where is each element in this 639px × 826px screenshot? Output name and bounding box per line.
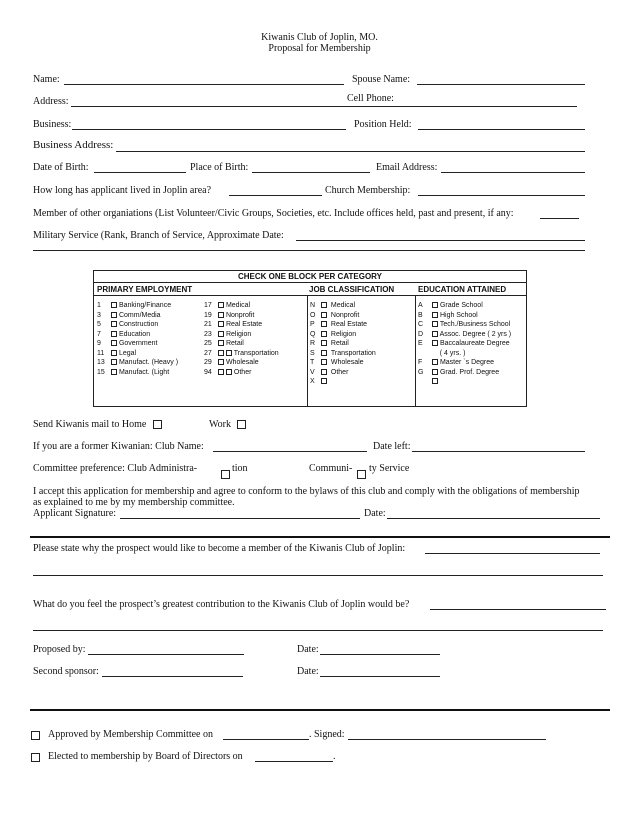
elected-date-field[interactable]: [255, 761, 333, 762]
job-option[interactable]: Q Religion: [310, 330, 357, 338]
position-label: Position Held:: [354, 119, 412, 130]
dob-field[interactable]: [94, 172, 186, 173]
job-option[interactable]: P Real Estate: [310, 321, 368, 328]
mail-label: Send Kiwanis mail to Home: [33, 419, 147, 430]
checkbox-icon: [321, 340, 327, 346]
education-option[interactable]: C Tech./Business School: [418, 321, 511, 328]
checkbox-icon: [218, 321, 224, 327]
applicant-signature-label: Applicant Signature:: [33, 508, 117, 519]
checkbox-icon: [432, 359, 438, 365]
primary-option[interactable]: 25 Retail: [204, 340, 244, 347]
job-option[interactable]: R Retail: [310, 340, 349, 347]
email-field[interactable]: [441, 172, 585, 173]
table-column-divider: [415, 296, 416, 406]
primary-option[interactable]: 29 Wholesale: [204, 359, 259, 366]
proposed-date-label: Date:: [297, 644, 319, 655]
checkbox-icon: [321, 359, 327, 365]
checkbox-icon: [111, 321, 117, 327]
primary-option[interactable]: 15 Manufact. (Light: [97, 368, 170, 376]
education-option[interactable]: [418, 377, 511, 387]
signature-date-label: Date:: [364, 508, 386, 519]
contribution-answer-line-2[interactable]: [33, 630, 603, 631]
job-option[interactable]: X: [310, 377, 376, 387]
education-option[interactable]: F Master `s Degree: [418, 359, 495, 366]
job-option[interactable]: V Other: [310, 368, 349, 376]
contribution-answer-field[interactable]: [430, 609, 606, 610]
checkbox-icon: [432, 302, 438, 308]
table-column-divider: [307, 296, 308, 406]
checkbox-icon: [321, 369, 327, 375]
committee-tion: tion: [232, 463, 248, 474]
date-left-field[interactable]: [412, 451, 585, 452]
primary-option[interactable]: 3 Comm/Media: [97, 311, 161, 319]
job-classification-list: [310, 301, 376, 387]
education-option[interactable]: A Grade School: [418, 302, 483, 309]
business-field[interactable]: [72, 129, 346, 130]
address-field[interactable]: [71, 106, 577, 107]
job-option[interactable]: O Nonprofit: [310, 311, 360, 319]
proposed-by-field[interactable]: [88, 654, 244, 655]
primary-option[interactable]: 17 Medical: [204, 302, 251, 309]
military-field[interactable]: [296, 240, 585, 241]
second-date-label: Date:: [297, 666, 319, 677]
job-option[interactable]: S Transportation: [310, 349, 376, 357]
education-option[interactable]: E Baccalaureate Degree: [418, 340, 510, 347]
elected-end: .: [333, 751, 336, 762]
checkbox-icon: [218, 369, 224, 375]
job-option[interactable]: N Medical: [310, 302, 356, 309]
name-field[interactable]: [64, 84, 344, 85]
section-divider: [30, 709, 610, 711]
checkbox-icon: [432, 369, 438, 375]
checkbox-icon: [218, 350, 224, 356]
checkbox-icon: [432, 378, 438, 384]
proposed-by-label: Proposed by:: [33, 644, 86, 655]
primary-employment-list-b: [204, 301, 279, 377]
table-title: CHECK ONE BLOCK PER CATEGORY: [237, 272, 382, 281]
date-left-label: Date left:: [373, 441, 411, 452]
checkbox-icon: [218, 340, 224, 346]
checkbox-icon: [432, 321, 438, 327]
committee-label: Committee preference: Club Administra-: [33, 463, 198, 474]
primary-option[interactable]: 21 Real Estate: [204, 321, 263, 328]
business-label: Business:: [33, 119, 72, 130]
checkbox-icon: [432, 312, 438, 318]
name-label: Name:: [33, 74, 60, 85]
why-answer-line-2[interactable]: [33, 575, 603, 576]
education-option[interactable]: G Grad. Prof. Degree: [418, 368, 500, 376]
approved-label: Approved by Membership Committee on: [48, 729, 213, 740]
checkbox-icon: [218, 359, 224, 365]
checkbox-icon: [226, 369, 232, 375]
checkbox-icon: [218, 331, 224, 337]
second-sponsor-label: Second sponsor:: [33, 666, 99, 677]
approved-date-field[interactable]: [223, 739, 309, 740]
why-question: Please state why the prospect would like to become a member of the Kiwanis Club of Joplin:: [33, 543, 406, 554]
form-org-title: Kiwanis Club of Joplin, MO.: [261, 32, 378, 43]
mail-preference: [33, 419, 162, 430]
table-header-divider: [94, 295, 526, 296]
position-field[interactable]: [418, 129, 585, 130]
community-label: Communi-: [309, 463, 353, 474]
other-orgs-field[interactable]: [540, 218, 579, 219]
category-check-table: [93, 270, 527, 407]
church-label: Church Membership:: [325, 185, 411, 196]
cell-phone-label: Cell Phone:: [347, 93, 394, 104]
spouse-field[interactable]: [417, 84, 585, 85]
proposed-date-field[interactable]: [320, 654, 440, 655]
elected-label: Elected to membership by Board of Directors on: [48, 751, 243, 762]
checkbox-icon: [111, 359, 117, 365]
former-kiwanian-label: If you are a former Kiwanian: Club Name:: [33, 441, 204, 452]
checkbox-icon: [321, 302, 327, 308]
job-classification-heading: JOB CLASSIFICATION: [309, 285, 395, 294]
second-sponsor-field[interactable]: [102, 676, 243, 677]
checkbox-icon: [111, 350, 117, 356]
work-checkbox[interactable]: [237, 420, 246, 429]
work-preference: [209, 419, 246, 430]
dob-label: Date of Birth:: [33, 162, 89, 173]
checkbox-icon: [432, 331, 438, 337]
approved-checkbox[interactable]: [31, 731, 40, 740]
home-checkbox[interactable]: [153, 420, 162, 429]
checkbox-icon: [111, 312, 117, 318]
address-label: Address:: [33, 96, 69, 107]
primary-option[interactable]: 9 Government: [97, 340, 158, 347]
education-option[interactable]: B High School: [418, 311, 478, 319]
business-address-label: Business Address:: [33, 139, 114, 151]
primary-option[interactable]: 23 Religion: [204, 330, 252, 338]
education-attained-heading: EDUCATION ATTAINED: [418, 285, 507, 294]
table-divider: [94, 282, 526, 283]
primary-option[interactable]: 11 Legal: [97, 349, 137, 357]
primary-employment-heading: PRIMARY EMPLOYMENT: [97, 285, 193, 294]
checkbox-icon: [111, 340, 117, 346]
contribution-question: What do you feel the prospect’s greatest contribution to the Kiwanis Club of Joplin would be?: [33, 599, 410, 610]
military-field-line-2[interactable]: [33, 250, 585, 251]
spouse-label: Spouse Name:: [352, 74, 411, 85]
section-divider: [30, 536, 610, 538]
primary-option[interactable]: 5 Construction: [97, 321, 159, 328]
club-admin-checkbox[interactable]: [221, 470, 230, 479]
primary-option[interactable]: 27 Transportation: [204, 349, 279, 357]
why-answer-field[interactable]: [425, 553, 600, 554]
primary-option[interactable]: 19 Nonprofit: [204, 311, 255, 319]
second-date-field[interactable]: [320, 676, 440, 677]
joplin-time-label: How long has applicant lived in Joplin area?: [33, 185, 212, 196]
military-label: Military Service (Rank, Branch of Service, Approximate Date:: [33, 230, 284, 241]
checkbox-icon: [321, 331, 327, 337]
signature-date-field[interactable]: [387, 518, 600, 519]
elected-checkbox[interactable]: [31, 753, 40, 762]
checkbox-icon: [111, 302, 117, 308]
applicant-signature-field[interactable]: [120, 518, 360, 519]
primary-option[interactable]: 7 Education: [97, 330, 151, 338]
job-option[interactable]: T Wholesale: [310, 359, 364, 366]
checkbox-icon: [226, 350, 232, 356]
primary-option[interactable]: 13 Manufact. (Heavy ): [97, 359, 179, 366]
checkbox-icon: [321, 312, 327, 318]
former-club-field[interactable]: [213, 451, 367, 452]
checkbox-icon: [111, 369, 117, 375]
community-service-checkbox[interactable]: [357, 470, 366, 479]
church-field[interactable]: [418, 195, 585, 196]
acceptance-line-2: as explained to me by my membership committee.: [33, 497, 235, 508]
other-orgs-label: Member of other organiations (List Volunteer/Civic Groups, Societies, etc. Include offices held, past and present, if any:: [33, 208, 514, 219]
primary-employment-list-a: [97, 301, 178, 377]
pob-field[interactable]: [252, 172, 370, 173]
checkbox-icon: [321, 321, 327, 327]
checkbox-icon: [218, 312, 224, 318]
email-label: Email Address:: [376, 162, 438, 173]
joplin-time-field[interactable]: [229, 195, 322, 196]
checkbox-icon: [218, 302, 224, 308]
signed-label: . Signed:: [309, 729, 345, 740]
education-note: ( 4 yrs. ): [439, 349, 466, 357]
primary-option[interactable]: 1 Banking/Finance: [97, 302, 172, 309]
primary-option[interactable]: 94 Other: [204, 368, 252, 376]
checkbox-icon: [432, 340, 438, 346]
checkbox-icon: [111, 331, 117, 337]
pob-label: Place of Birth:: [190, 162, 249, 173]
business-address-field[interactable]: [116, 151, 585, 152]
work-label: Work: [209, 419, 231, 430]
checkbox-icon: [321, 378, 327, 384]
acceptance-line-1: I accept this application for membership and agree to conform to the bylaws of this club and comply with the obligations of membership: [33, 486, 580, 497]
signed-field[interactable]: [348, 739, 546, 740]
community-service-label: ty Service: [369, 463, 410, 474]
education-list: [418, 301, 511, 387]
education-option[interactable]: D Assoc. Degree ( 2 yrs ): [418, 330, 512, 338]
form-subtitle: Proposal for Membership: [268, 43, 371, 54]
checkbox-icon: [321, 350, 327, 356]
